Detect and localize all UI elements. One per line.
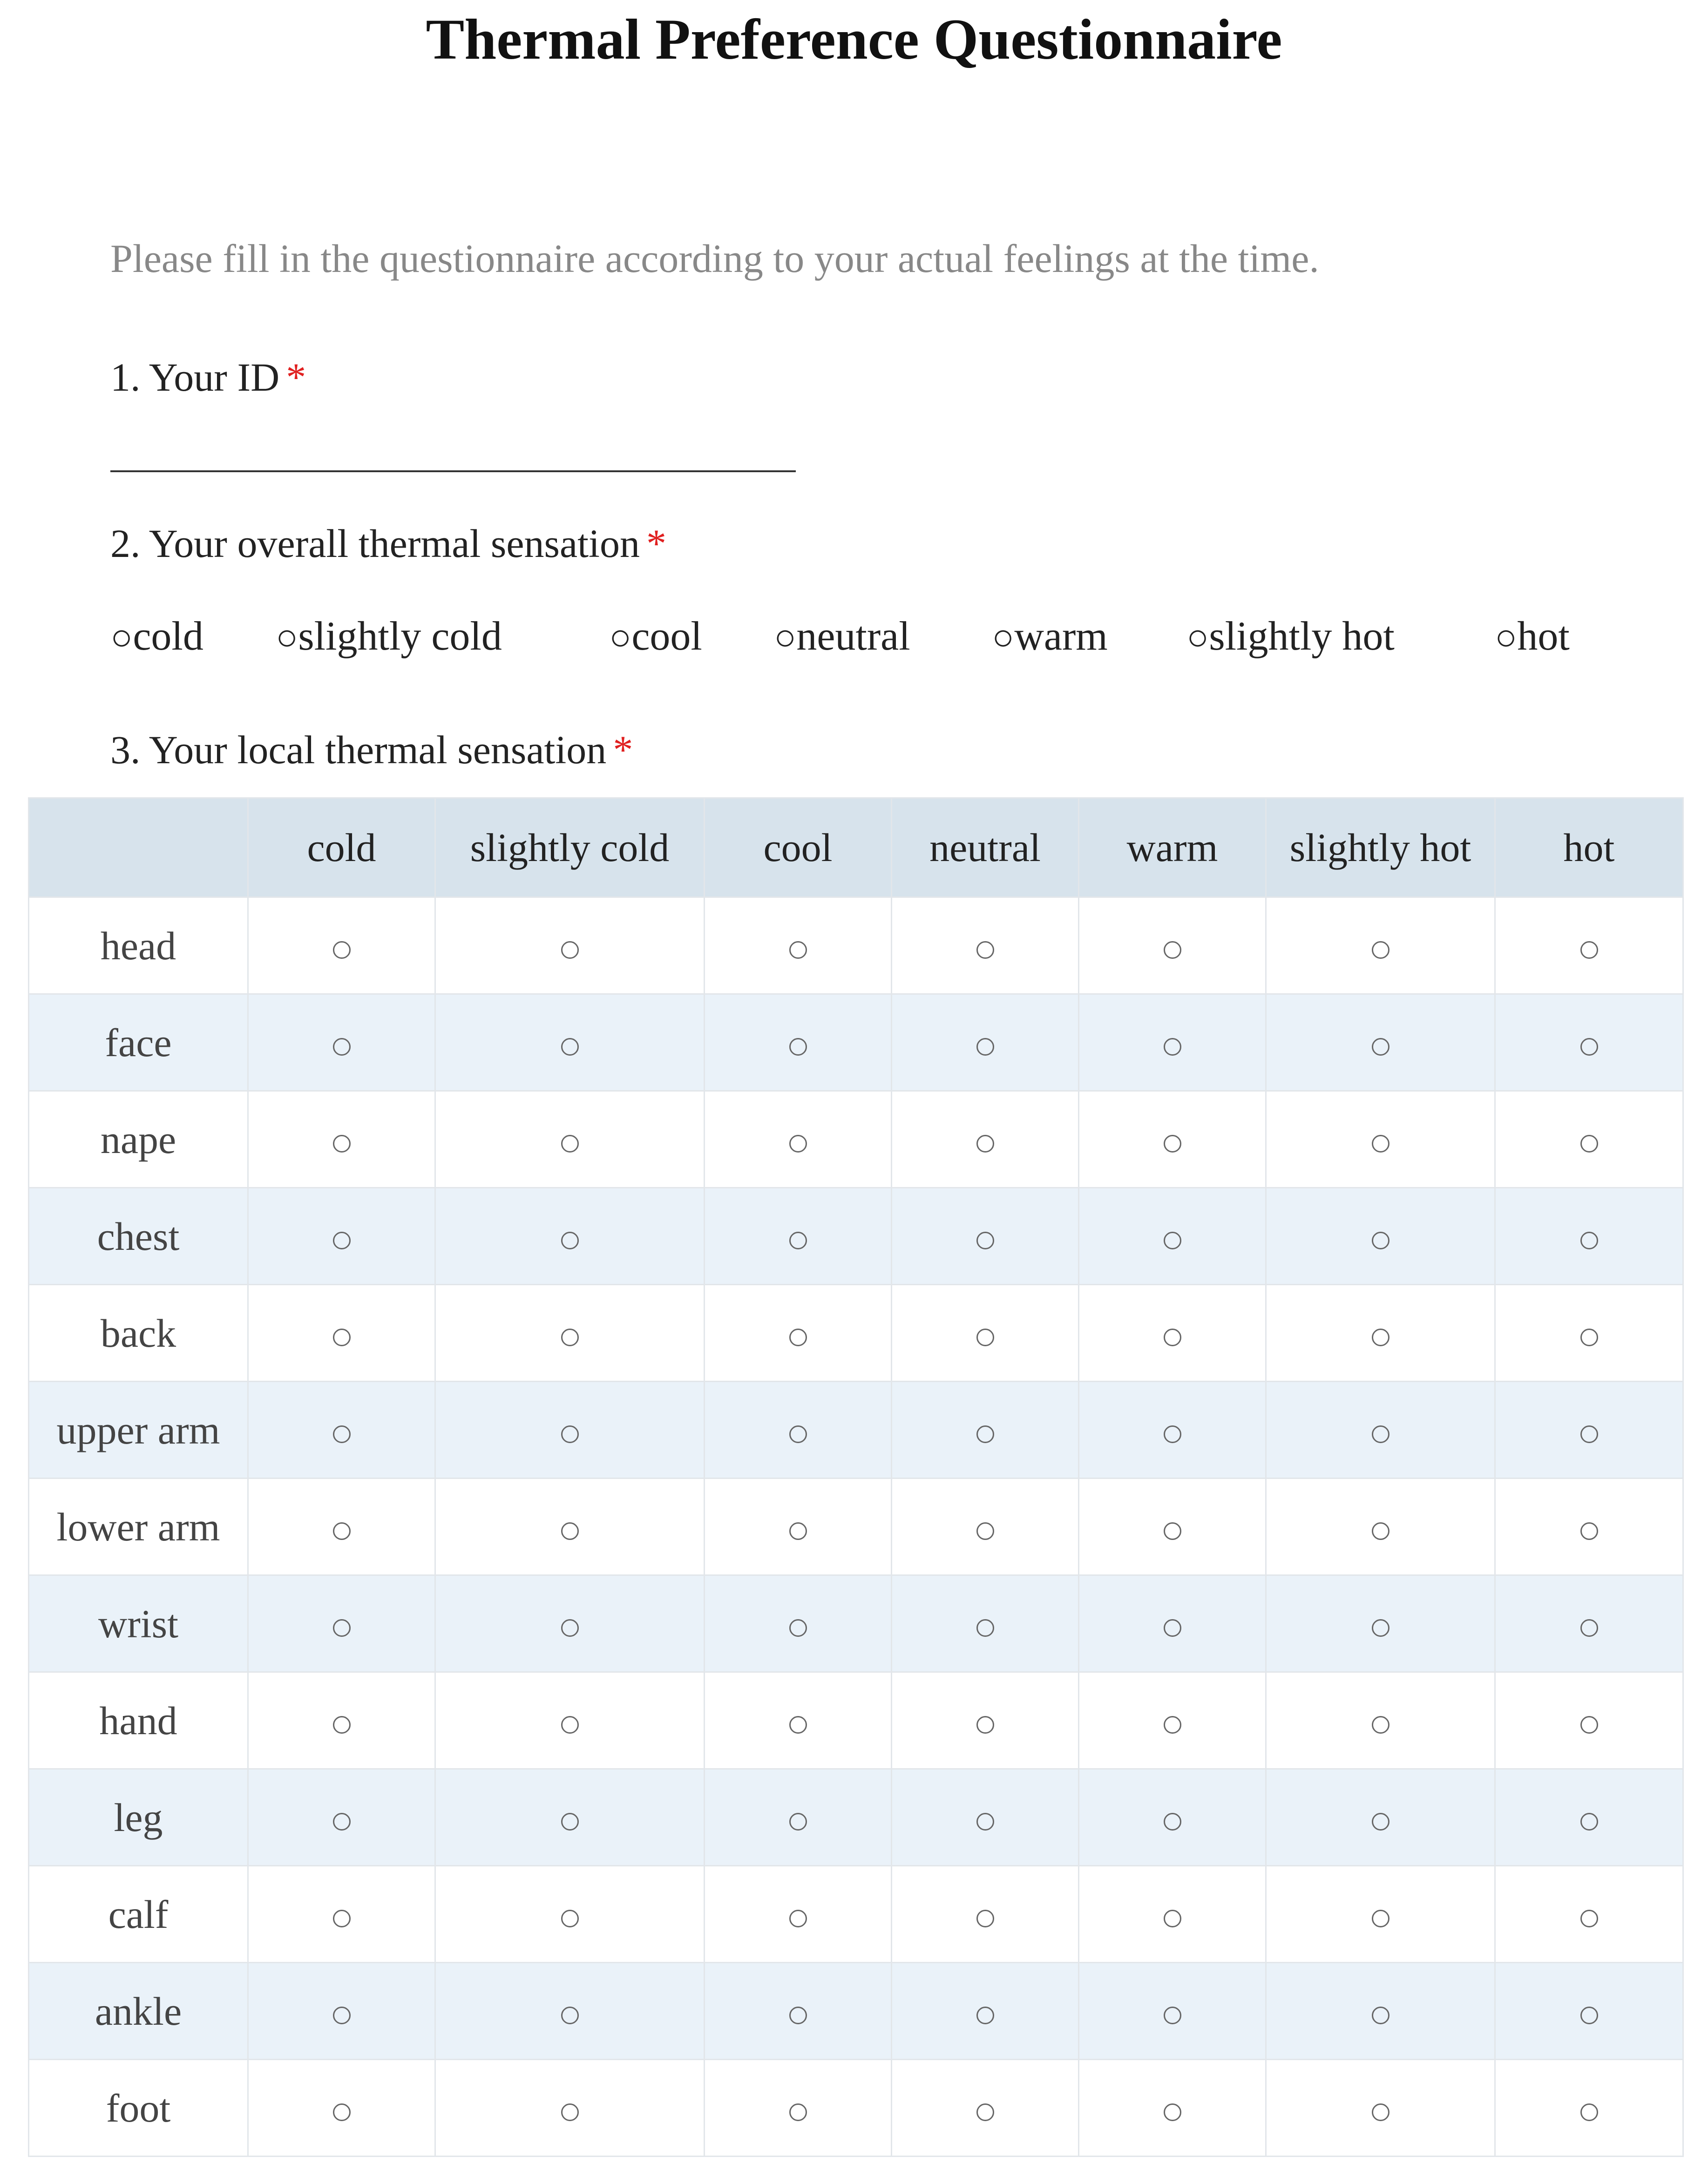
radio-calf-hot[interactable] (1580, 1910, 1598, 1927)
radio-circle-icon: ○ (276, 617, 298, 658)
grid-cell (705, 1091, 892, 1188)
radio-wrist-slightly-hot[interactable] (1372, 1619, 1389, 1637)
radio-wrist-hot[interactable] (1580, 1619, 1598, 1637)
grid-cell (248, 1866, 435, 1963)
grid-cell (892, 1575, 1079, 1672)
grid-cell (1079, 1575, 1266, 1672)
radio-wrist-cool[interactable] (789, 1619, 807, 1637)
overall-option-slightly-cold[interactable] (276, 611, 502, 663)
radio-hand-cold[interactable] (333, 1716, 351, 1734)
radio-wrist-warm[interactable] (1164, 1619, 1181, 1637)
question-3-text: 3. Your local thermal sensation (110, 727, 607, 772)
column-header-warm: warm (1079, 798, 1266, 897)
body-part-label: foot (29, 2060, 248, 2157)
grid-cell (1266, 1188, 1495, 1285)
overall-option-warm[interactable] (992, 611, 1108, 663)
radio-calf-cool[interactable] (789, 1910, 807, 1927)
question-2-text: 2. Your overall thermal sensation (110, 521, 640, 566)
body-part-label: lower arm (29, 1479, 248, 1575)
radio-lower-arm-slightly-cold[interactable] (561, 1522, 579, 1540)
table-row (29, 1672, 1683, 1769)
radio-head-cold[interactable] (333, 941, 351, 959)
body-part-label: nape (29, 1091, 248, 1188)
body-part-label: head (29, 897, 248, 994)
grid-cell (1266, 1575, 1495, 1672)
grid-cell (1079, 1866, 1266, 1963)
grid-cell (1495, 1866, 1683, 1963)
radio-lower-arm-neutral[interactable] (976, 1522, 994, 1540)
grid-cell (1079, 994, 1266, 1091)
radio-lower-arm-cool[interactable] (789, 1522, 807, 1540)
radio-foot-hot[interactable] (1580, 2103, 1598, 2121)
grid-cell (1266, 2060, 1495, 2157)
radio-head-hot[interactable] (1580, 941, 1598, 959)
grid-cell (1079, 1769, 1266, 1866)
table-row (29, 1769, 1683, 1866)
radio-back-hot[interactable] (1580, 1329, 1598, 1346)
grid-cell (435, 1382, 705, 1479)
option-label: slightly hot (1209, 614, 1395, 659)
grid-cell (435, 1188, 705, 1285)
grid-cell (1266, 897, 1495, 994)
grid-cell (1079, 1672, 1266, 1769)
grid-cell (435, 1963, 705, 2060)
grid-cell (1495, 1672, 1683, 1769)
grid-cell (435, 1091, 705, 1188)
grid-cell (1495, 1769, 1683, 1866)
grid-cell (1495, 994, 1683, 1091)
radio-foot-cool[interactable] (789, 2103, 807, 2121)
table-row (29, 1091, 1683, 1188)
option-label: neutral (796, 614, 910, 659)
radio-chest-slightly-hot[interactable] (1372, 1232, 1389, 1249)
grid-cell (705, 1866, 892, 1963)
radio-face-hot[interactable] (1580, 1038, 1598, 1056)
radio-leg-warm[interactable] (1164, 1813, 1181, 1831)
grid-cell (705, 1479, 892, 1575)
grid-corner-cell (29, 798, 248, 897)
radio-upper-arm-slightly-hot[interactable] (1372, 1425, 1389, 1443)
body-part-label: calf (29, 1866, 248, 1963)
column-header-cold: cold (248, 798, 435, 897)
grid-cell (892, 994, 1079, 1091)
grid-cell (892, 1188, 1079, 1285)
instructions-text: Please fill in the questionnaire according to your actual feelings at the time. (110, 236, 1319, 281)
radio-foot-warm[interactable] (1164, 2103, 1181, 2121)
overall-option-cool[interactable] (609, 611, 702, 663)
table-row (29, 2060, 1683, 2157)
radio-back-neutral[interactable] (976, 1329, 994, 1346)
grid-cell (892, 1963, 1079, 2060)
grid-cell (892, 1479, 1079, 1575)
radio-calf-warm[interactable] (1164, 1910, 1181, 1927)
grid-cell (1079, 1188, 1266, 1285)
overall-option-hot[interactable] (1495, 611, 1570, 663)
grid-cell (705, 1769, 892, 1866)
grid-cell (1079, 897, 1266, 994)
radio-hand-hot[interactable] (1580, 1716, 1598, 1734)
radio-ankle-cool[interactable] (789, 2007, 807, 2024)
grid-cell (892, 1091, 1079, 1188)
grid-cell (248, 1672, 435, 1769)
radio-upper-arm-slightly-cold[interactable] (561, 1425, 579, 1443)
radio-nape-slightly-cold[interactable] (561, 1135, 579, 1153)
grid-cell (1266, 1672, 1495, 1769)
grid-cell (1079, 1479, 1266, 1575)
radio-face-slightly-hot[interactable] (1372, 1038, 1389, 1056)
grid-cell (435, 1479, 705, 1575)
grid-cell (1495, 2060, 1683, 2157)
grid-cell (248, 1963, 435, 2060)
required-marker: * (286, 355, 306, 400)
grid-cell (705, 2060, 892, 2157)
grid-cell (892, 2060, 1079, 2157)
radio-face-slightly-cold[interactable] (561, 1038, 579, 1056)
radio-chest-slightly-cold[interactable] (561, 1232, 579, 1249)
table-row (29, 1479, 1683, 1575)
option-label: cool (631, 614, 702, 659)
grid-cell (248, 1285, 435, 1382)
question-3-label (110, 724, 633, 775)
grid-cell (1495, 897, 1683, 994)
radio-back-slightly-cold[interactable] (561, 1329, 579, 1346)
table-row (29, 1866, 1683, 1963)
radio-wrist-slightly-cold[interactable] (561, 1619, 579, 1637)
grid-cell (892, 1866, 1079, 1963)
option-label: hot (1517, 614, 1570, 659)
radio-circle-icon: ○ (609, 617, 632, 658)
radio-face-cool[interactable] (789, 1038, 807, 1056)
radio-nape-cold[interactable] (333, 1135, 351, 1153)
body-part-label: upper arm (29, 1382, 248, 1479)
option-label: cold (133, 614, 203, 659)
radio-circle-icon: ○ (110, 617, 133, 658)
column-header-hot: hot (1495, 798, 1683, 897)
radio-lower-arm-warm[interactable] (1164, 1522, 1181, 1540)
grid-cell (248, 897, 435, 994)
radio-back-slightly-hot[interactable] (1372, 1329, 1389, 1346)
radio-ankle-hot[interactable] (1580, 2007, 1598, 2024)
radio-nape-warm[interactable] (1164, 1135, 1181, 1153)
radio-wrist-cold[interactable] (333, 1619, 351, 1637)
grid-cell (248, 994, 435, 1091)
radio-chest-hot[interactable] (1580, 1232, 1598, 1249)
body-part-label: wrist (29, 1575, 248, 1672)
radio-head-cool[interactable] (789, 941, 807, 959)
grid-cell (1266, 1285, 1495, 1382)
radio-foot-neutral[interactable] (976, 2103, 994, 2121)
table-row (29, 1575, 1683, 1672)
grid-cell (435, 1285, 705, 1382)
grid-cell (1266, 1963, 1495, 2060)
radio-chest-cool[interactable] (789, 1232, 807, 1249)
radio-head-neutral[interactable] (976, 941, 994, 959)
grid-cell (248, 1575, 435, 1672)
column-header-neutral: neutral (892, 798, 1079, 897)
radio-head-slightly-cold[interactable] (561, 941, 579, 959)
radio-hand-slightly-hot[interactable] (1372, 1716, 1389, 1734)
radio-lower-arm-slightly-hot[interactable] (1372, 1522, 1389, 1540)
grid-cell (705, 1285, 892, 1382)
grid-cell (435, 1769, 705, 1866)
radio-calf-neutral[interactable] (976, 1910, 994, 1927)
grid-cell (1495, 1382, 1683, 1479)
grid-cell (892, 1285, 1079, 1382)
table-row (29, 897, 1683, 994)
table-row (29, 1188, 1683, 1285)
radio-hand-slightly-cold[interactable] (561, 1716, 579, 1734)
grid-cell (1495, 1091, 1683, 1188)
grid-cell (1495, 1479, 1683, 1575)
body-part-label: hand (29, 1672, 248, 1769)
grid-cell (1495, 1963, 1683, 2060)
radio-ankle-slightly-cold[interactable] (561, 2007, 579, 2024)
radio-head-warm[interactable] (1164, 941, 1181, 959)
grid-cell (1079, 1382, 1266, 1479)
grid-cell (705, 1382, 892, 1479)
question-2-label (110, 518, 666, 569)
grid-cell (435, 1866, 705, 1963)
overall-option-cold[interactable] (110, 611, 203, 663)
radio-leg-hot[interactable] (1580, 1813, 1598, 1831)
radio-ankle-neutral[interactable] (976, 2007, 994, 2024)
radio-nape-cool[interactable] (789, 1135, 807, 1153)
radio-upper-arm-cold[interactable] (333, 1425, 351, 1443)
radio-calf-slightly-cold[interactable] (561, 1910, 579, 1927)
radio-ankle-warm[interactable] (1164, 2007, 1181, 2024)
grid-header-row (29, 798, 1683, 897)
radio-chest-warm[interactable] (1164, 1232, 1181, 1249)
local-sensation-grid (28, 797, 1684, 2157)
radio-face-cold[interactable] (333, 1038, 351, 1056)
radio-hand-neutral[interactable] (976, 1716, 994, 1734)
overall-option-slightly-hot[interactable] (1186, 611, 1395, 663)
radio-foot-slightly-cold[interactable] (561, 2103, 579, 2121)
grid-cell (248, 1188, 435, 1285)
table-row (29, 1285, 1683, 1382)
grid-cell (705, 897, 892, 994)
radio-wrist-neutral[interactable] (976, 1619, 994, 1637)
grid-cell (248, 1769, 435, 1866)
radio-hand-warm[interactable] (1164, 1716, 1181, 1734)
grid-cell (1266, 1769, 1495, 1866)
question-1-text: 1. Your ID (110, 355, 280, 400)
grid-cell (1266, 1479, 1495, 1575)
grid-cell (1266, 994, 1495, 1091)
grid-cell (1266, 1866, 1495, 1963)
column-header-slightly-cold: slightly cold (435, 798, 705, 897)
radio-calf-cold[interactable] (333, 1910, 351, 1927)
grid-cell (248, 2060, 435, 2157)
radio-face-warm[interactable] (1164, 1038, 1181, 1056)
body-part-label: chest (29, 1188, 248, 1285)
radio-hand-cool[interactable] (789, 1716, 807, 1734)
radio-head-slightly-hot[interactable] (1372, 941, 1389, 959)
radio-upper-arm-warm[interactable] (1164, 1425, 1181, 1443)
grid-cell (435, 2060, 705, 2157)
radio-calf-slightly-hot[interactable] (1372, 1910, 1389, 1927)
grid-cell (1079, 1963, 1266, 2060)
grid-cell (248, 1091, 435, 1188)
radio-foot-slightly-hot[interactable] (1372, 2103, 1389, 2121)
grid-cell (1079, 1091, 1266, 1188)
radio-circle-icon: ○ (774, 617, 797, 658)
radio-circle-icon: ○ (1495, 617, 1518, 658)
id-input[interactable] (110, 424, 796, 472)
column-header-cool: cool (705, 798, 892, 897)
grid-cell (1079, 2060, 1266, 2157)
radio-leg-neutral[interactable] (976, 1813, 994, 1831)
radio-ankle-slightly-hot[interactable] (1372, 2007, 1389, 2024)
radio-foot-cold[interactable] (333, 2103, 351, 2121)
grid-cell (1495, 1188, 1683, 1285)
column-header-slightly-hot: slightly hot (1266, 798, 1495, 897)
radio-upper-arm-cool[interactable] (789, 1425, 807, 1443)
radio-chest-cold[interactable] (333, 1232, 351, 1249)
radio-circle-icon: ○ (992, 617, 1015, 658)
grid-cell (892, 1382, 1079, 1479)
option-label: slightly cold (298, 614, 502, 659)
radio-nape-slightly-hot[interactable] (1372, 1135, 1389, 1153)
radio-leg-cold[interactable] (333, 1813, 351, 1831)
radio-upper-arm-neutral[interactable] (976, 1425, 994, 1443)
radio-nape-neutral[interactable] (976, 1135, 994, 1153)
grid-cell (892, 897, 1079, 994)
table-row (29, 1382, 1683, 1479)
radio-leg-slightly-cold[interactable] (561, 1813, 579, 1831)
grid-cell (1495, 1575, 1683, 1672)
grid-cell (435, 994, 705, 1091)
grid-cell (435, 1575, 705, 1672)
grid-cell (1266, 1382, 1495, 1479)
overall-option-neutral[interactable] (774, 611, 910, 663)
radio-circle-icon: ○ (1186, 617, 1209, 658)
radio-lower-arm-hot[interactable] (1580, 1522, 1598, 1540)
grid-cell (1079, 1285, 1266, 1382)
body-part-label: leg (29, 1769, 248, 1866)
radio-lower-arm-cold[interactable] (333, 1522, 351, 1540)
grid-cell (248, 1479, 435, 1575)
radio-back-cold[interactable] (333, 1329, 351, 1346)
option-label: warm (1014, 614, 1108, 659)
radio-back-warm[interactable] (1164, 1329, 1181, 1346)
body-part-label: face (29, 994, 248, 1091)
radio-leg-slightly-hot[interactable] (1372, 1813, 1389, 1831)
table-row (29, 994, 1683, 1091)
grid-cell (705, 1188, 892, 1285)
grid-cell (892, 1769, 1079, 1866)
grid-body (29, 897, 1683, 2157)
grid-cell (705, 1575, 892, 1672)
radio-leg-cool[interactable] (789, 1813, 807, 1831)
radio-ankle-cold[interactable] (333, 2007, 351, 2024)
grid-cell (892, 1672, 1079, 1769)
required-marker: * (646, 521, 666, 566)
radio-nape-hot[interactable] (1580, 1135, 1598, 1153)
body-part-label: ankle (29, 1963, 248, 2060)
grid-cell (435, 897, 705, 994)
table-row (29, 1963, 1683, 2060)
required-marker: * (613, 727, 633, 772)
grid-cell (705, 994, 892, 1091)
grid-cell (705, 1672, 892, 1769)
grid-cell (1266, 1091, 1495, 1188)
radio-back-cool[interactable] (789, 1329, 807, 1346)
question-1-label (110, 352, 306, 403)
radio-upper-arm-hot[interactable] (1580, 1425, 1598, 1443)
grid-cell (435, 1672, 705, 1769)
page-title: Thermal Preference Questionnaire (426, 7, 1282, 71)
radio-face-neutral[interactable] (976, 1038, 994, 1056)
body-part-label: back (29, 1285, 248, 1382)
grid-cell (248, 1382, 435, 1479)
grid-cell (705, 1963, 892, 2060)
radio-chest-neutral[interactable] (976, 1232, 994, 1249)
grid-cell (1495, 1285, 1683, 1382)
